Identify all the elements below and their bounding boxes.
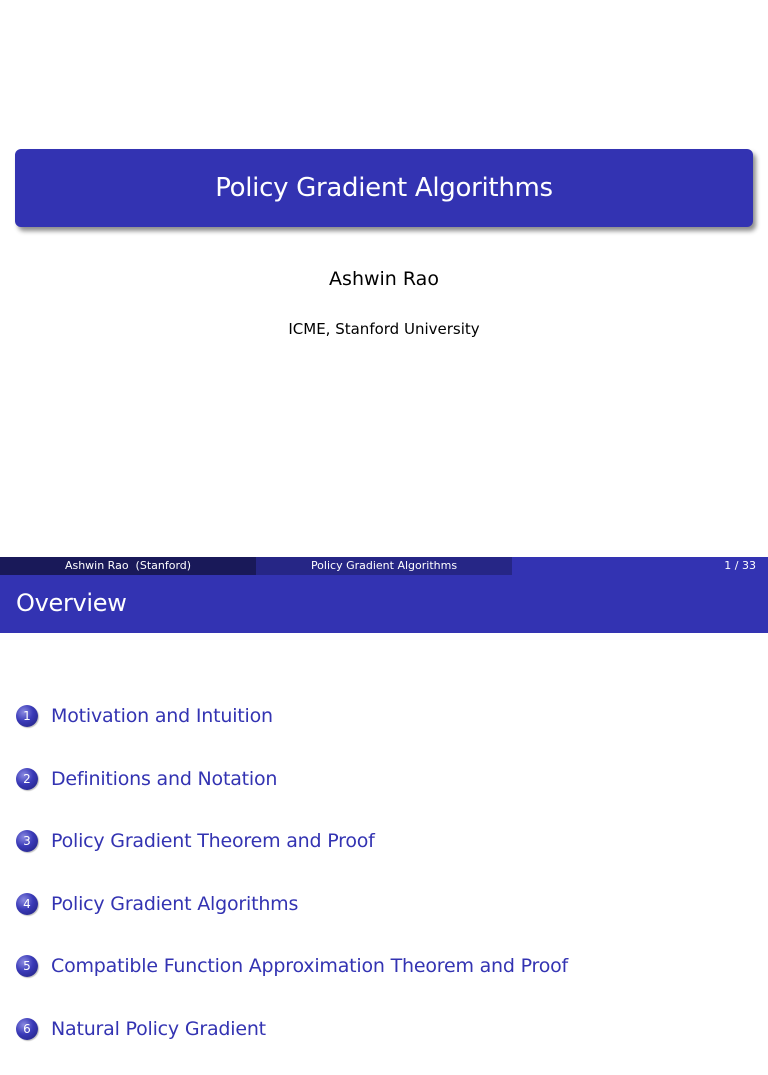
table-of-contents [16, 700, 568, 1075]
toc-item[interactable] [16, 763, 568, 795]
toc-item[interactable] [16, 700, 568, 732]
numbered-ball-icon: 1 [16, 705, 38, 727]
footer-page-number: 1 / 33 [512, 557, 768, 575]
toc-item-label[interactable]: Motivation and Intuition [51, 705, 273, 727]
institute-name: ICME, Stanford University [288, 320, 480, 338]
slide-footer [0, 557, 768, 575]
footer-title: Policy Gradient Algorithms [256, 557, 512, 575]
numbered-ball-icon: 5 [16, 955, 38, 977]
toc-item[interactable] [16, 950, 568, 982]
numbered-ball-icon: 2 [16, 768, 38, 790]
numbered-ball-icon: 4 [16, 893, 38, 915]
numbered-ball-icon: 6 [16, 1018, 38, 1040]
toc-item[interactable] [16, 1013, 568, 1045]
author-name: Ashwin Rao [329, 268, 439, 290]
frame-title: Overview [16, 589, 127, 617]
toc-item[interactable] [16, 888, 568, 920]
toc-item-label[interactable]: Definitions and Notation [51, 767, 278, 790]
toc-item-label[interactable]: Policy Gradient Theorem and Proof [51, 830, 375, 852]
toc-item-label[interactable]: Natural Policy Gradient [51, 1017, 266, 1040]
numbered-ball-icon: 3 [16, 830, 38, 852]
footer-author: Ashwin Rao (Stanford) [0, 557, 256, 575]
toc-item-label[interactable]: Policy Gradient Algorithms [51, 892, 299, 915]
frame-title-bar [0, 575, 768, 633]
presentation-title: Policy Gradient Algorithms [215, 173, 553, 203]
toc-item-label[interactable]: Compatible Function Approximation Theorem and Proof [51, 955, 569, 977]
toc-item[interactable] [16, 825, 568, 857]
title-box [15, 149, 753, 227]
